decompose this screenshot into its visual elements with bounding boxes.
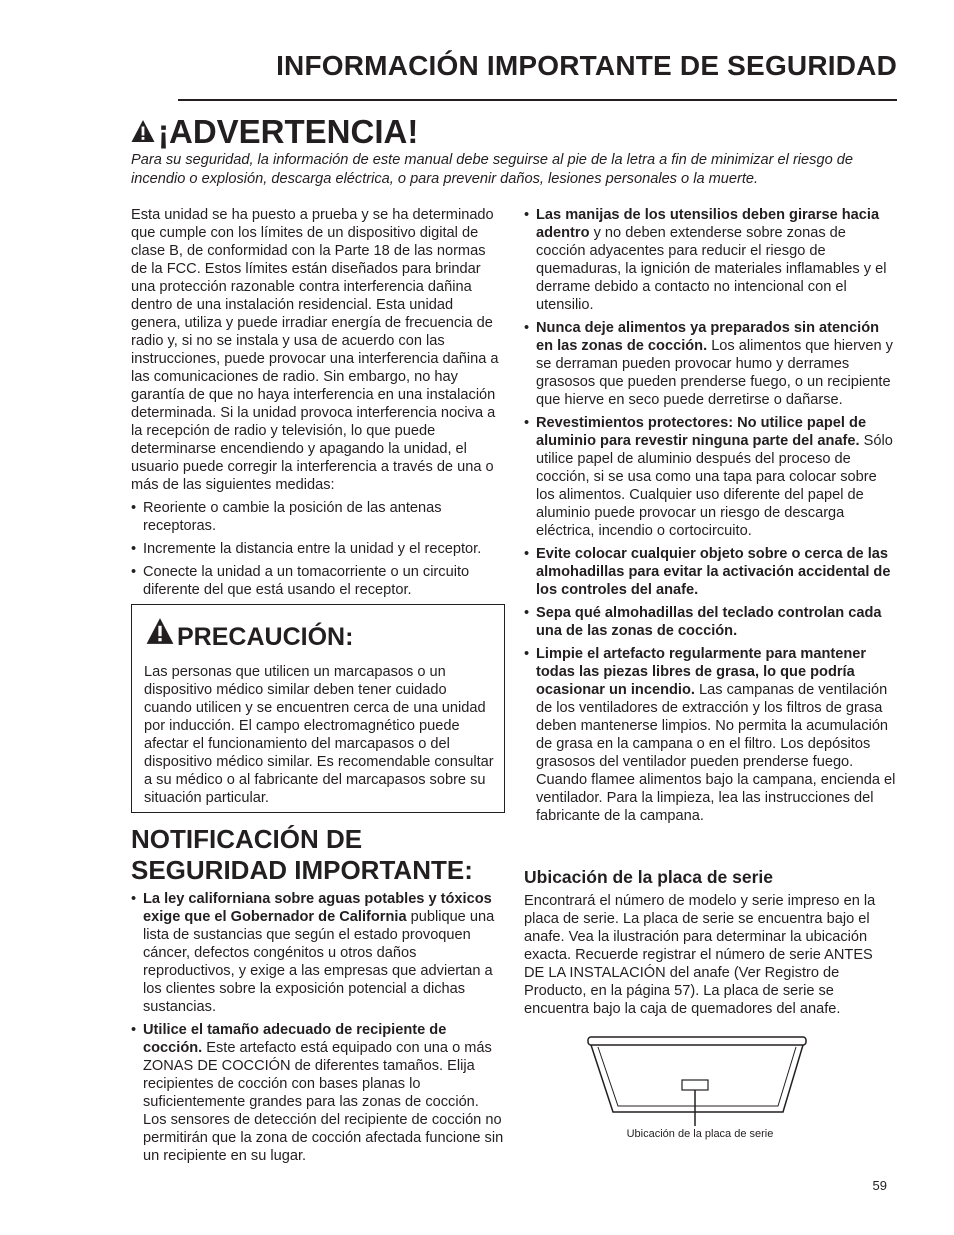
warning-triangle-icon xyxy=(131,113,155,151)
warning-title: ¡ADVERTENCIA! xyxy=(158,113,419,150)
caution-box xyxy=(131,604,505,813)
caution-heading xyxy=(146,617,353,652)
page-header-title: INFORMACIÓN IMPORTANTE DE SEGURIDAD xyxy=(276,50,897,81)
serial-plate-heading: Ubicación de la placa de serie xyxy=(524,867,773,887)
fcc-bullet: • Conecte la unidad a un tomacorriente o un circuito diferente del que está usando el receptor. xyxy=(131,563,505,599)
safety-item: • Sepa qué almohadillas del teclado controlan cada una de las zonas de cocción. xyxy=(524,604,896,640)
safety-item: • Nunca deje alimentos ya preparados sin atención en las zonas de cocción. Los alimentos que hierven y se derraman pueden provocar humo y derrames grasosos que pueden prenderse fuego, o un recipiente que hierve en seco puede derretirse o dañarse. xyxy=(524,319,896,409)
serial-plate-paragraph: Encontrará el número de modelo y serie impreso en la placa de serie. La placa de serie se encuentra bajo el anafe. Vea la ilustración para determinar la ubicación exacta. Recuerde registrar el número de serie ANTES DE LA INSTALACIÓN del anafe (Ver Registro de Producto, en la página 57). La placa de serie se encuentra bajo la caja de quemadores del anafe. xyxy=(524,893,876,1017)
safety-list xyxy=(524,206,896,825)
fcc-bullet: • Reoriente o cambie la posición de las antenas receptoras. xyxy=(131,499,505,535)
safety-item: • Limpie el artefacto regularmente para mantener todas las piezas libres de grasa, lo que podría ocasionar un incendio. Las campanas de ventilación de los ventiladores de extracción y los filtros de grasa deben mantenerse limpios. No permita la acumulación de grasa en la campana o en el filtro. Los depósitos grasosos del ventilador pueden prenderse fuego. Cuando flamee alimentos bajo la campana, encienda el ventilador. Para la limpieza, lea las instrucciones del fabricante de la campana. xyxy=(524,645,896,825)
safety-item: • Revestimientos protectores: No utilice papel de aluminio para revestir ninguna parte del anafe. Sólo utilice papel de aluminio después del proceso de cocción, si se usa como una tapa para colocar sobre los alimentos. Cualquier uso diferente del papel de aluminio puede provocar un riesgo de descarga eléctrica, incendio o cortocircuito. xyxy=(524,414,896,540)
cooktop-illustration xyxy=(585,1034,815,1134)
fcc-section xyxy=(131,206,505,599)
warning-heading xyxy=(131,113,418,151)
notice-item: • Utilice el tamaño adecuado de recipiente de cocción. Este artefacto está equipado con una o más ZONAS DE COCCIÓN de diferentes tamaños. Elija recipientes de cocción con bases planas lo suficientemente grandes para las zonas de cocción. Los sensores de detección del recipiente de cocción no permitirán que la zona de cocción afectada funcione sin un recipiente en su lugar. xyxy=(131,1021,505,1165)
safety-item: • Evite colocar cualquier objeto sobre o cerca de las almohadillas para evitar la activación accidental de los controles del anafe. xyxy=(524,545,896,599)
caution-triangle-icon xyxy=(146,617,174,652)
caution-title: PRECAUCIÓN: xyxy=(177,623,354,651)
fcc-bullet: • Incremente la distancia entre la unidad y el receptor. xyxy=(131,540,505,558)
fcc-paragraph: Esta unidad se ha puesto a prueba y se ha determinado que cumple con los límites de un dispositivo digital de clase B, de conformidad con la Parte 18 de las normas de la FCC. Estos límites están diseñados para brindar una protección razonable contra interferencia dañina dentro de una instalación residencial. Esta unidad genera, utiliza y puede irradiar energía de frecuencia de radio y, si no se instala y usa de acuerdo con las instrucciones, puede provocar una interferencia dañina a las comunicaciones de radio. Sin embargo, no hay garantía de que no haya interferencia en una instalación determinada. Si la unidad provoca interferencia nociva a la recepción de radio y televisión, lo que puede determinarse encendiendo y apagando la unidad, el usuario puede corregir la interferencia a través de una o más de las siguientes medidas: xyxy=(131,207,499,493)
warning-intro: Para su seguridad, la información de este manual debe seguirse al pie de la letra a fin de minimizar el riesgo de incendio o explosión, descarga eléctrica, o para prevenir daños, lesiones personales o la muerte. xyxy=(131,152,853,187)
safety-item: • Las manijas de los utensilios deben girarse hacia adentro y no deben extenderse sobre zonas de cocción adyacentes para reducir el riesgo de quemaduras, la ignición de materiales inflamables y el derrame debido a contacto no intencional con el utensilio. xyxy=(524,206,896,314)
notice-title: NOTIFICACIÓN DE SEGURIDAD IMPORTANTE: xyxy=(131,824,473,885)
header-divider xyxy=(178,99,897,101)
notice-item: • La ley californiana sobre aguas potables y tóxicos exige que el Gobernador de California publique una lista de sustancias que según el estado provoquen cáncer, defectos congénitos u otros daños reproductivos, y exige a las empresas que adviertan a los clientes sobre la exposición potencial a dichas sustancias. xyxy=(131,890,505,1016)
notice-list xyxy=(131,890,505,1165)
page-number: 59 xyxy=(872,1178,887,1193)
caution-text: Las personas que utilicen un marcapasos o un dispositivo médico similar deben tener cuidado cuando utilicen y se encuentren cerca de una unidad por inducción. El campo electromagnético puede afectar el funcionamiento del marcapasos o del dispositivo médico similar. Es recomendable consultar a su médico o al fabricante del marcapasos sobre su situación particular. xyxy=(144,664,494,806)
illustration-caption: Ubicación de la placa de serie xyxy=(626,1128,774,1140)
